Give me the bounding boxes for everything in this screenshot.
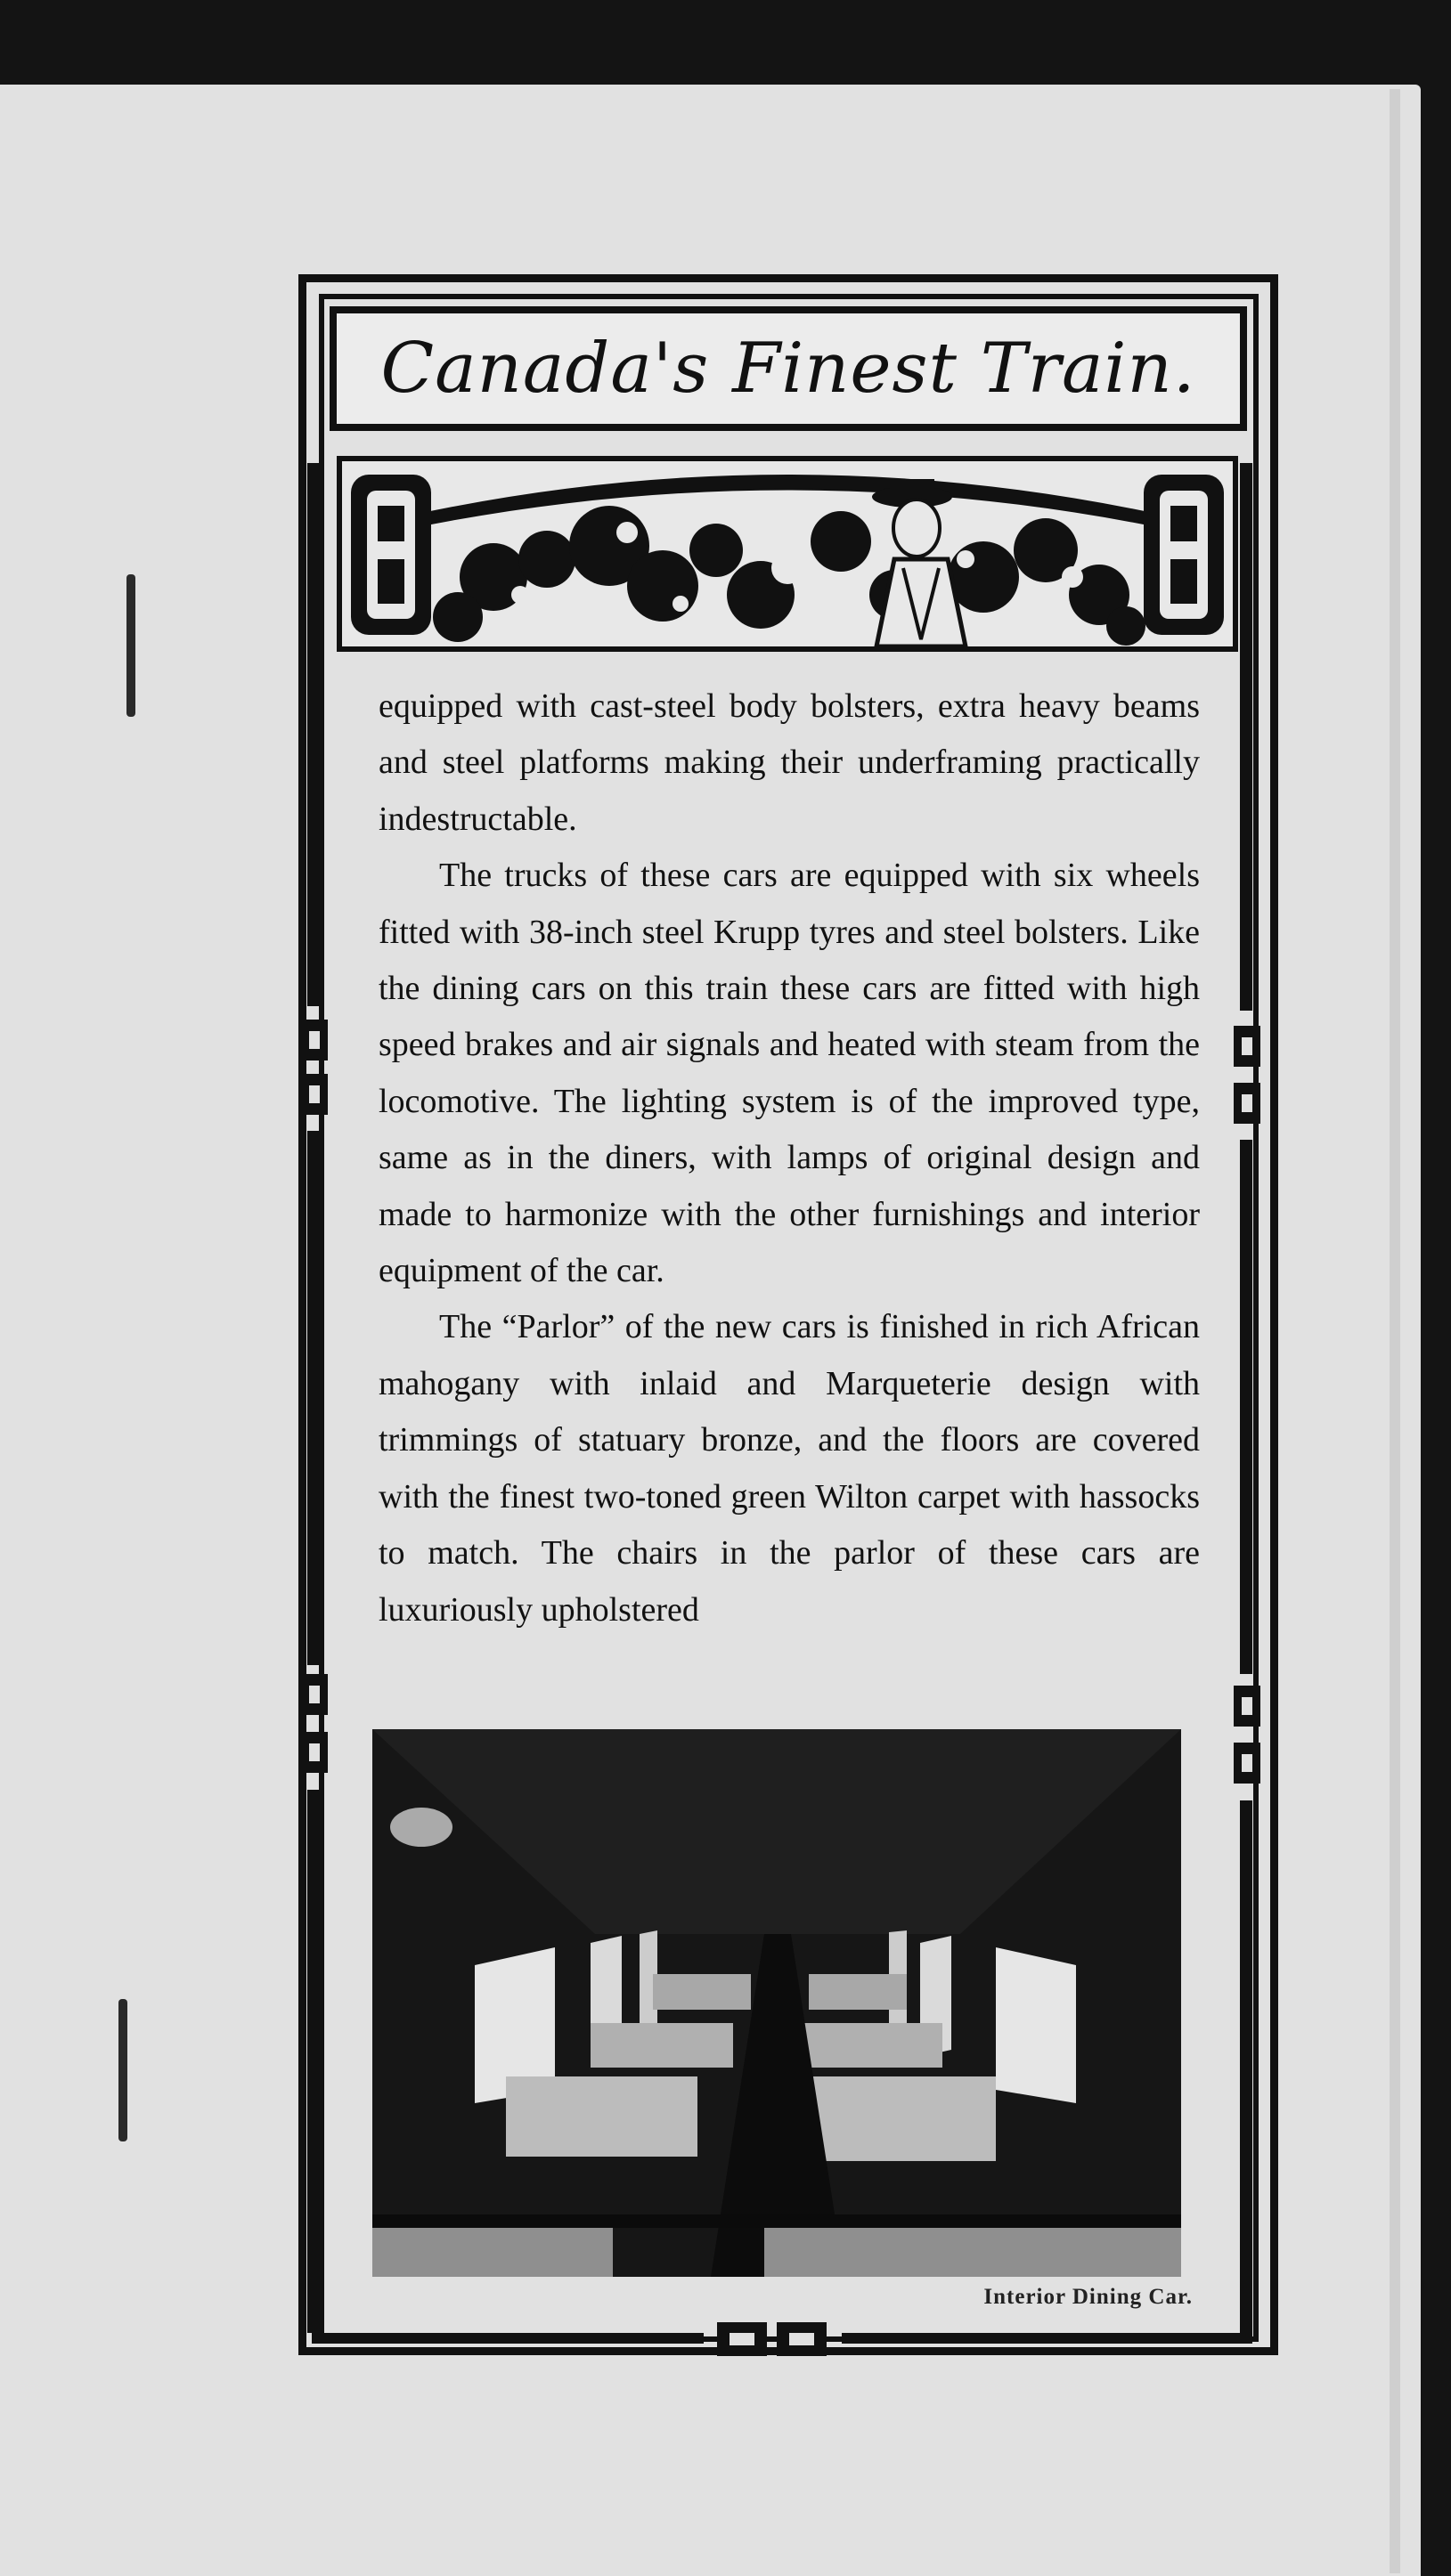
rail-ornament (301, 1074, 328, 1115)
rail-ornament (301, 1674, 328, 1715)
rail-ornament (1234, 1743, 1260, 1784)
bottom-ornament (717, 2322, 767, 2356)
title-banner (330, 306, 1247, 431)
left-rail (307, 1790, 320, 2333)
bottom-ornament (777, 2322, 827, 2356)
right-rail (1240, 463, 1252, 1011)
photo-caption: Interior Dining Car. (983, 2285, 1193, 2309)
rail-ornament (1234, 1686, 1260, 1727)
right-rail (1240, 1800, 1252, 2344)
bottom-border-bar (312, 2333, 704, 2344)
article-body (379, 679, 1200, 1638)
rail-ornament (1234, 1083, 1260, 1124)
left-rail (307, 1131, 320, 1665)
paragraph: The trucks of these cars are equipped with six wheels fitted with 38-inch steel Krupp tyres and steel bolsters. Like the dining cars on this train these cars are fitted with high speed brakes and air signals and heated with steam from the locomotive. The lighting system is of the improved type, same as in the diners, with lamps of original design and made to harmonize with the other furnishings and interior equipment of the car. (379, 857, 1200, 1290)
page-edge (1390, 89, 1400, 2573)
vine-illustration-icon (342, 461, 1233, 646)
rail-ornament (1234, 1026, 1260, 1067)
left-rail (307, 463, 320, 1006)
rail-ornament (301, 1732, 328, 1773)
rail-ornament (301, 1020, 328, 1060)
dining-car-photo (372, 1729, 1181, 2277)
binding-thread-mark (118, 1999, 127, 2141)
page-title: Canada's Finest Train. (380, 329, 1196, 409)
paragraph: equipped with cast-steel body bolsters, extra heavy beams and steel platforms making their underframing practically indestructable. (379, 687, 1200, 838)
dining-car-interior-photo-icon (372, 1729, 1181, 2277)
paragraph: The “Parlor” of the new cars is finished in rich African mahogany with inlaid and Marqueterie design with trimmings of statuary bronze, and the floors are covered with the finest two-toned green Wilton carpet with hassocks to match. The chairs in the parlor of these cars are luxuriously upholstered (379, 1308, 1200, 1629)
right-rail (1240, 1140, 1252, 1674)
decorative-vine-illustration (337, 456, 1238, 652)
binding-thread-mark (126, 574, 135, 717)
bottom-border-bar (842, 2333, 1251, 2344)
